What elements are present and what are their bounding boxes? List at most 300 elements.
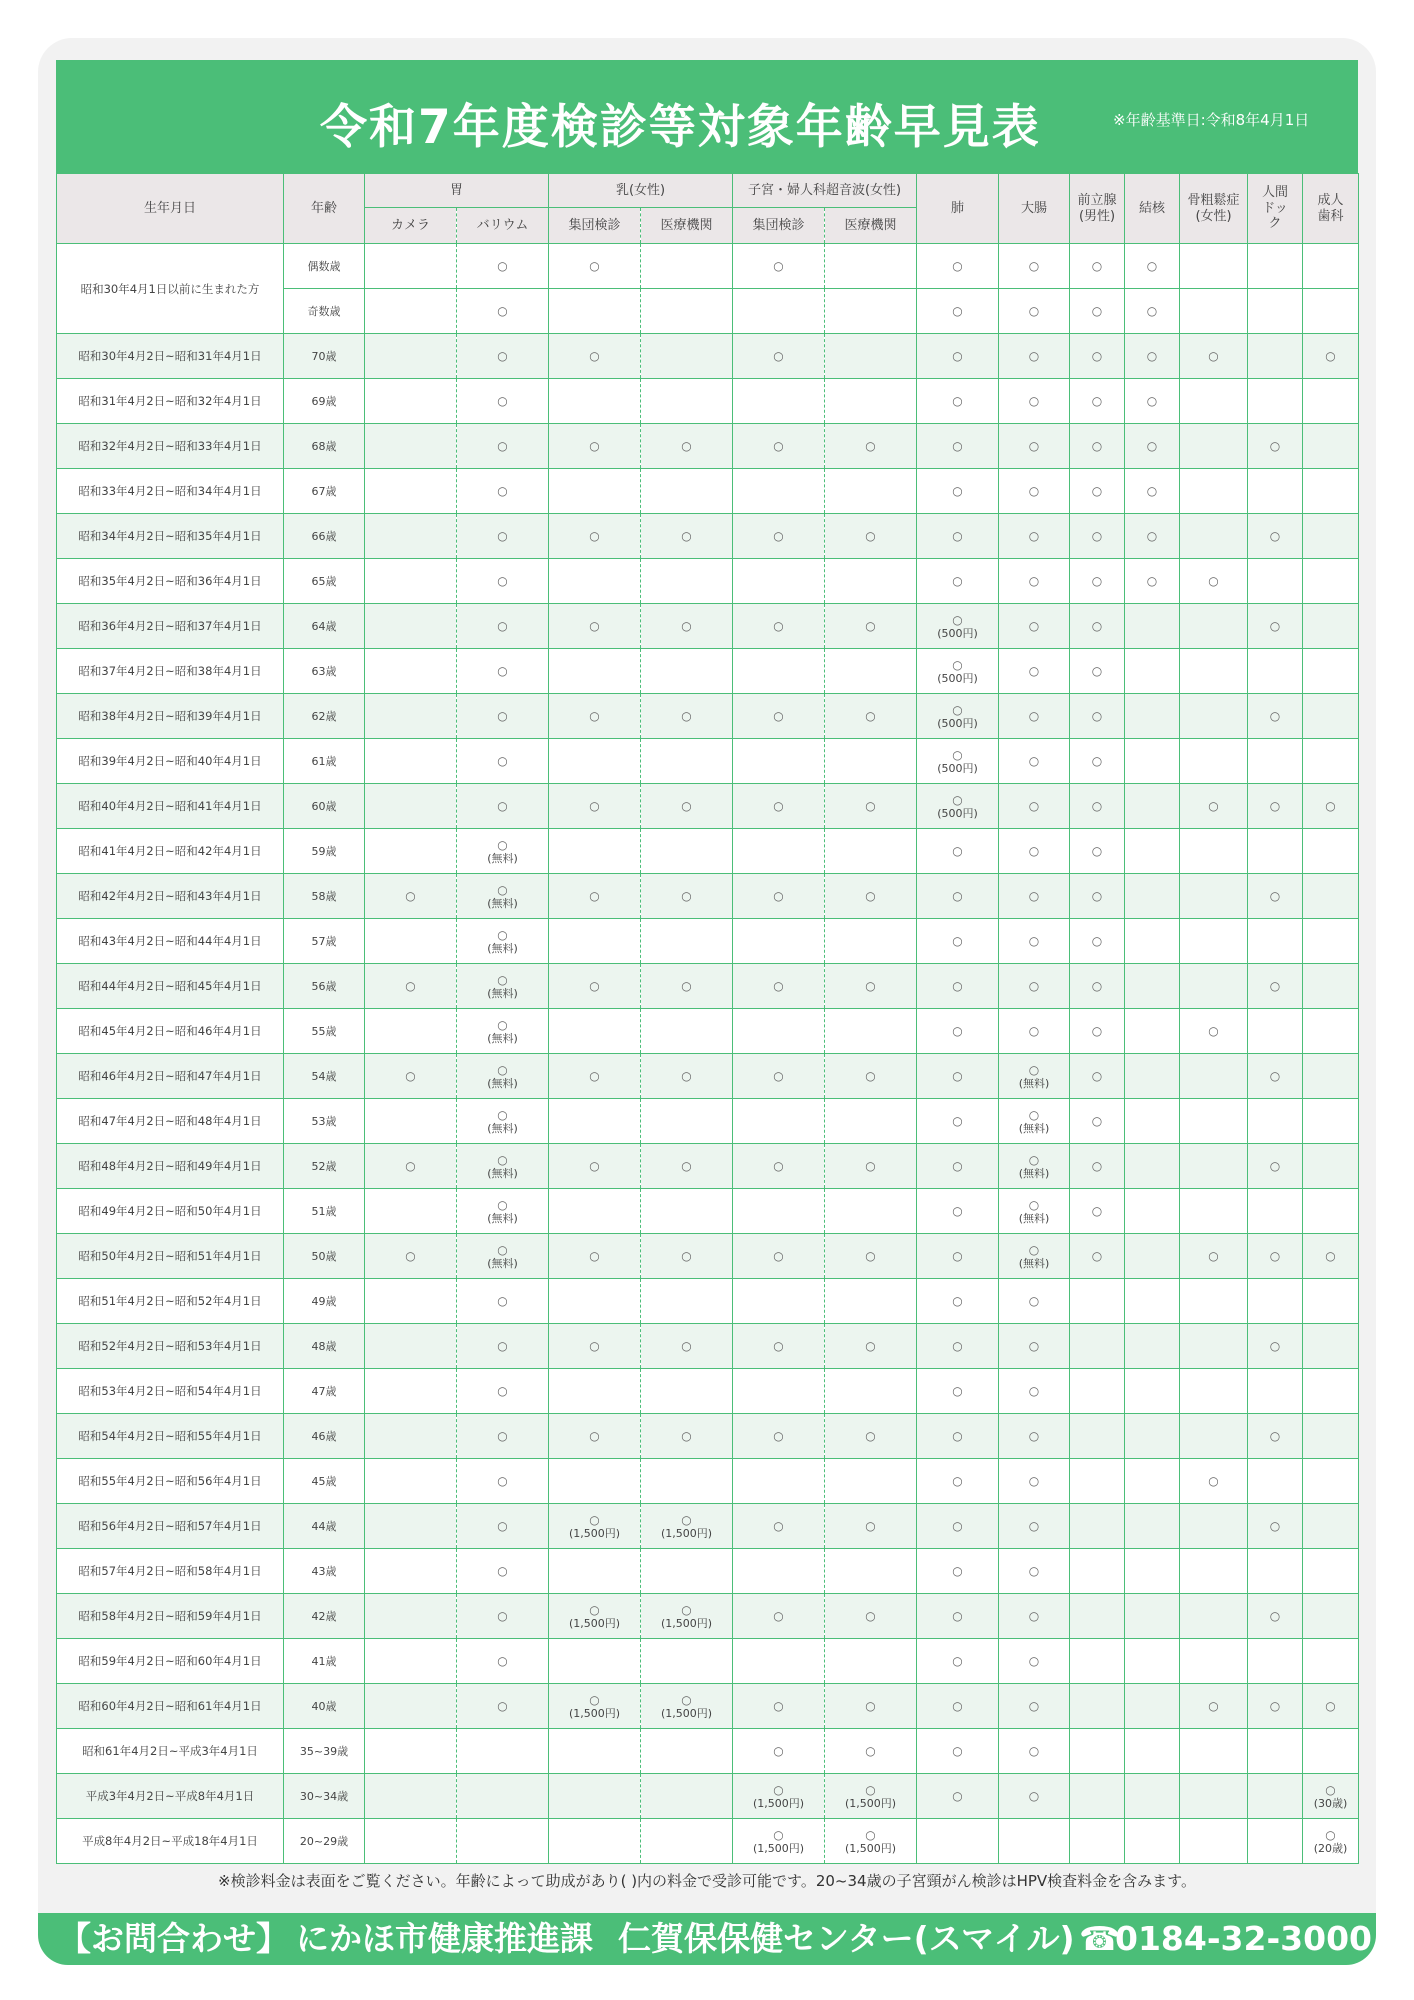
header-colon: 大腸 <box>999 174 1070 244</box>
exam-cell <box>1248 1459 1303 1504</box>
exam-cell <box>457 1144 549 1189</box>
exam-cell <box>1125 379 1180 424</box>
header-prostate-label: 前立腺(男性) <box>1077 192 1117 224</box>
exam-cell <box>641 1639 733 1684</box>
exam-cell <box>1125 1414 1180 1459</box>
exam-cell <box>999 1414 1070 1459</box>
exam-cell <box>457 694 549 739</box>
exam-cell <box>917 1054 999 1099</box>
table-row <box>57 739 1359 784</box>
exam-cell <box>1180 1594 1248 1639</box>
exam-cell <box>917 1099 999 1144</box>
exam-cell <box>641 1234 733 1279</box>
eligible-mark: ○ <box>1269 439 1281 453</box>
exam-cell <box>999 334 1070 379</box>
exam-cell <box>365 739 457 784</box>
exam-cell <box>641 1549 733 1594</box>
exam-cell <box>1070 1594 1125 1639</box>
exam-cell <box>549 919 641 964</box>
exam-cell <box>1125 1639 1180 1684</box>
eligible-mark: ○ <box>497 1242 508 1257</box>
exam-cell <box>825 1144 917 1189</box>
exam-cell <box>457 1324 549 1369</box>
exam-cell <box>457 1774 549 1819</box>
eligible-mark: ○ <box>497 1152 508 1167</box>
eligible-mark: ○ <box>1091 709 1103 723</box>
exam-cell <box>641 739 733 784</box>
exam-cell <box>917 964 999 1009</box>
exam-cell <box>1303 604 1359 649</box>
eligible-mark: ○ <box>681 439 692 453</box>
table-row <box>57 1639 1359 1684</box>
exam-cell <box>825 1639 917 1684</box>
exam-cell <box>733 1009 825 1054</box>
eligible-mark: ○ <box>681 1692 692 1707</box>
exam-cell <box>917 1639 999 1684</box>
eligible-mark: ○ <box>1028 394 1040 408</box>
exam-cell <box>917 1459 999 1504</box>
exam-cell <box>641 1189 733 1234</box>
exam-cell <box>549 244 641 289</box>
exam-cell <box>1070 379 1125 424</box>
exam-cell <box>1303 1279 1359 1324</box>
exam-cell <box>1180 1819 1248 1864</box>
exam-cell <box>549 1549 641 1594</box>
eligible-mark: ○ <box>1028 304 1040 318</box>
eligible-mark: ○ <box>773 1159 784 1173</box>
eligible-mark: ○ <box>952 702 963 717</box>
exam-cell <box>825 1729 917 1774</box>
eligible-mark: ○ <box>497 1062 508 1077</box>
exam-cell <box>457 379 549 424</box>
eligible-mark: ○ <box>1028 1062 1040 1077</box>
header-lung: 肺 <box>917 174 999 244</box>
exam-cell <box>1125 1324 1180 1369</box>
eligible-mark: ○ <box>589 889 600 903</box>
header-stomach: 胃 <box>365 174 549 208</box>
age-cell: 55歳 <box>284 1009 365 1054</box>
exam-cell <box>1180 1639 1248 1684</box>
eligible-mark: ○ <box>773 1744 784 1758</box>
exam-cell <box>549 604 641 649</box>
eligible-mark: ○ <box>1091 934 1103 948</box>
eligible-mark: ○ <box>497 882 508 897</box>
eligible-mark: ○ <box>952 657 963 672</box>
table-row <box>57 649 1359 694</box>
exam-cell <box>365 604 457 649</box>
exam-cell <box>365 1594 457 1639</box>
eligible-mark: ○ <box>952 1789 963 1803</box>
eligible-mark: ○ <box>865 799 876 813</box>
exam-cell <box>457 1054 549 1099</box>
eligible-mark: ○ <box>952 574 963 588</box>
exam-cell <box>641 1459 733 1504</box>
exam-cell <box>1125 424 1180 469</box>
eligible-mark: ○ <box>865 1699 876 1713</box>
exam-cell <box>1070 1684 1125 1729</box>
exam-cell <box>365 1504 457 1549</box>
exam-cell <box>457 1414 549 1459</box>
exam-cell <box>365 1324 457 1369</box>
eligible-mark: ○ <box>865 619 876 633</box>
header-prostate <box>1070 174 1125 244</box>
eligible-mark: ○ <box>773 1069 784 1083</box>
exam-cell <box>825 1234 917 1279</box>
eligible-mark: ○ <box>1091 1114 1103 1128</box>
fee-label: (無料) <box>487 1121 518 1135</box>
eligible-mark: ○ <box>1028 259 1040 273</box>
eligible-mark: ○ <box>773 799 784 813</box>
exam-cell <box>733 829 825 874</box>
exam-cell <box>1303 1594 1359 1639</box>
eligible-mark: ○ <box>773 1339 784 1353</box>
birth-range: 昭和60年4月2日~昭和61年4月1日 <box>57 1684 284 1729</box>
exam-cell <box>1180 1054 1248 1099</box>
eligible-mark: ○ <box>1028 979 1040 993</box>
exam-cell <box>1248 1504 1303 1549</box>
exam-cell <box>457 604 549 649</box>
exam-cell <box>1248 1819 1303 1864</box>
exam-cell <box>641 1009 733 1054</box>
eligible-mark: ○ <box>952 439 963 453</box>
exam-cell <box>1070 829 1125 874</box>
exam-cell <box>825 1414 917 1459</box>
eligible-mark: ○ <box>589 529 600 543</box>
exam-cell <box>1180 784 1248 829</box>
eligible-mark: ○ <box>1208 1699 1219 1713</box>
eligible-mark: ○ <box>1269 709 1281 723</box>
exam-cell <box>1303 1099 1359 1144</box>
eligible-mark: ○ <box>865 1744 876 1758</box>
eligible-mark: ○ <box>589 1069 600 1083</box>
exam-cell <box>1303 379 1359 424</box>
exam-cell <box>825 604 917 649</box>
exam-cell <box>1125 1054 1180 1099</box>
exam-cell <box>641 559 733 604</box>
exam-cell <box>1125 469 1180 514</box>
exam-cell <box>641 964 733 1009</box>
eligible-mark: ○ <box>405 1249 416 1263</box>
exam-cell <box>1180 1774 1248 1819</box>
exam-cell <box>365 964 457 1009</box>
eligible-mark: ○ <box>681 1602 692 1617</box>
eligible-mark: ○ <box>497 1519 508 1533</box>
exam-cell <box>549 334 641 379</box>
exam-cell <box>1248 604 1303 649</box>
exam-cell <box>457 919 549 964</box>
exam-cell <box>825 1504 917 1549</box>
table-row <box>57 829 1359 874</box>
exam-cell <box>825 784 917 829</box>
eligible-mark: ○ <box>773 1699 784 1713</box>
eligible-mark: ○ <box>952 1339 963 1353</box>
exam-cell <box>641 874 733 919</box>
table-row <box>57 1234 1359 1279</box>
exam-cell <box>917 829 999 874</box>
exam-cell <box>457 289 549 334</box>
header-breast-clinic: 医療機関 <box>641 208 733 244</box>
exam-cell <box>457 739 549 784</box>
exam-cell <box>917 1234 999 1279</box>
table-row <box>57 1459 1359 1504</box>
header-tb: 結核 <box>1125 174 1180 244</box>
exam-cell <box>365 1144 457 1189</box>
exam-cell <box>999 694 1070 739</box>
exam-cell <box>1070 874 1125 919</box>
exam-cell <box>1125 919 1180 964</box>
eligible-mark: ○ <box>681 619 692 633</box>
fee-label: (無料) <box>1018 1256 1050 1270</box>
eligible-mark: ○ <box>1028 619 1040 633</box>
exam-cell <box>999 1054 1070 1099</box>
exam-cell <box>1070 1504 1125 1549</box>
exam-cell <box>549 1234 641 1279</box>
exam-cell <box>457 829 549 874</box>
exam-cell <box>549 964 641 1009</box>
age-cell: 45歳 <box>284 1459 365 1504</box>
eligible-mark: ○ <box>1028 1024 1040 1038</box>
eligible-mark: ○ <box>952 259 963 273</box>
eligible-mark: ○ <box>952 889 963 903</box>
exam-cell <box>917 1414 999 1459</box>
exam-cell <box>1125 1459 1180 1504</box>
exam-cell <box>1303 1054 1359 1099</box>
exam-cell <box>999 964 1070 1009</box>
eligible-mark: ○ <box>497 484 508 498</box>
exam-cell <box>825 1324 917 1369</box>
eligible-mark: ○ <box>773 349 784 363</box>
exam-cell <box>917 739 999 784</box>
age-cell: 66歳 <box>284 514 365 559</box>
eligible-mark: ○ <box>952 1204 963 1218</box>
exam-cell <box>917 289 999 334</box>
table-row <box>57 919 1359 964</box>
fee-label: (無料) <box>487 896 518 910</box>
eligible-mark: ○ <box>1146 304 1158 318</box>
eligible-mark: ○ <box>865 529 876 543</box>
exam-cell <box>1070 739 1125 784</box>
eligible-mark: ○ <box>1146 259 1158 273</box>
eligible-mark: ○ <box>497 709 508 723</box>
eligible-mark: ○ <box>405 889 416 903</box>
fee-label: (30歳) <box>1313 1796 1348 1810</box>
exam-cell <box>1070 1324 1125 1369</box>
exam-cell <box>1125 964 1180 1009</box>
exam-cell <box>1303 1234 1359 1279</box>
exam-cell <box>1303 1549 1359 1594</box>
eligible-mark: ○ <box>1028 1242 1040 1257</box>
exam-cell <box>917 874 999 919</box>
eligible-mark: ○ <box>1028 799 1040 813</box>
exam-cell <box>365 919 457 964</box>
eligible-mark: ○ <box>497 1429 508 1443</box>
exam-cell <box>365 514 457 559</box>
exam-cell <box>549 469 641 514</box>
exam-cell <box>1303 1369 1359 1414</box>
exam-cell <box>1180 649 1248 694</box>
exam-cell <box>641 1369 733 1414</box>
exam-cell <box>1303 739 1359 784</box>
eligible-mark: ○ <box>1091 349 1103 363</box>
exam-cell <box>641 514 733 559</box>
exam-cell <box>917 649 999 694</box>
table-row <box>57 1189 1359 1234</box>
exam-cell <box>549 1819 641 1864</box>
eligible-mark: ○ <box>952 612 963 627</box>
birth-range: 昭和55年4月2日~昭和56年4月1日 <box>57 1459 284 1504</box>
exam-cell <box>549 1324 641 1369</box>
eligible-mark: ○ <box>1269 1249 1281 1263</box>
exam-cell <box>733 1594 825 1639</box>
eligible-mark: ○ <box>589 799 600 813</box>
eligible-mark: ○ <box>952 1294 963 1308</box>
exam-cell <box>457 424 549 469</box>
exam-cell <box>1180 1729 1248 1774</box>
exam-cell <box>1248 1009 1303 1054</box>
exam-cell <box>1070 559 1125 604</box>
exam-cell <box>1303 334 1359 379</box>
eligible-mark: ○ <box>865 1429 876 1443</box>
table-row <box>57 1414 1359 1459</box>
exam-cell <box>917 604 999 649</box>
fee-label: (無料) <box>487 1256 518 1270</box>
fee-label: (無料) <box>1018 1121 1050 1135</box>
age-cell: 65歳 <box>284 559 365 604</box>
eligible-mark: ○ <box>589 259 600 273</box>
exam-cell <box>641 1279 733 1324</box>
eligible-mark: ○ <box>497 349 508 363</box>
exam-cell <box>1180 964 1248 1009</box>
eligible-mark: ○ <box>1091 394 1103 408</box>
exam-cell <box>1070 244 1125 289</box>
eligible-mark: ○ <box>1091 1249 1103 1263</box>
exam-cell <box>999 1729 1070 1774</box>
eligible-mark: ○ <box>1208 1474 1219 1488</box>
eligible-mark: ○ <box>497 304 508 318</box>
exam-cell <box>365 874 457 919</box>
eligible-mark: ○ <box>1028 934 1040 948</box>
birth-range: 昭和61年4月2日~平成3年4月1日 <box>57 1729 284 1774</box>
exam-cell <box>733 424 825 469</box>
exam-cell <box>549 1144 641 1189</box>
birth-range: 昭和49年4月2日~昭和50年4月1日 <box>57 1189 284 1234</box>
exam-cell <box>1125 694 1180 739</box>
fee-label: (無料) <box>1018 1166 1050 1180</box>
eligible-mark: ○ <box>1325 1827 1336 1842</box>
eligible-mark: ○ <box>497 1107 508 1122</box>
exam-cell <box>1303 1504 1359 1549</box>
exam-cell <box>733 1099 825 1144</box>
birth-range: 昭和54年4月2日~昭和55年4月1日 <box>57 1414 284 1459</box>
exam-cell <box>1303 1684 1359 1729</box>
exam-cell <box>549 1504 641 1549</box>
exam-cell <box>1125 1819 1180 1864</box>
exam-cell <box>917 514 999 559</box>
exam-cell <box>641 829 733 874</box>
eligible-mark: ○ <box>589 619 600 633</box>
exam-cell <box>917 1009 999 1054</box>
exam-cell <box>733 1729 825 1774</box>
exam-cell <box>825 1054 917 1099</box>
exam-cell <box>1303 469 1359 514</box>
exam-cell <box>1070 1099 1125 1144</box>
exam-cell <box>1125 334 1180 379</box>
exam-cell <box>365 1729 457 1774</box>
eligible-mark: ○ <box>952 1519 963 1533</box>
eligible-mark: ○ <box>952 304 963 318</box>
eligible-mark: ○ <box>773 979 784 993</box>
exam-cell <box>1180 1684 1248 1729</box>
header-breast: 乳(女性) <box>549 174 733 208</box>
birth-range: 昭和43年4月2日~昭和44年4月1日 <box>57 919 284 964</box>
exam-cell <box>457 1639 549 1684</box>
age-cell: 44歳 <box>284 1504 365 1549</box>
exam-cell <box>1248 379 1303 424</box>
eligible-mark: ○ <box>1091 439 1103 453</box>
eligible-mark: ○ <box>952 747 963 762</box>
eligible-mark: ○ <box>865 1519 876 1533</box>
exam-cell <box>733 1504 825 1549</box>
exam-cell <box>733 784 825 829</box>
exam-cell <box>825 334 917 379</box>
header-dental <box>1303 174 1359 244</box>
table-row <box>57 874 1359 919</box>
exam-cell <box>1248 829 1303 874</box>
exam-cell <box>825 829 917 874</box>
eligible-mark: ○ <box>589 1249 600 1263</box>
exam-cell <box>825 1819 917 1864</box>
exam-cell <box>641 1144 733 1189</box>
exam-cell <box>1070 1234 1125 1279</box>
header-uterus: 子宮・婦人科超音波(女性) <box>733 174 917 208</box>
exam-cell <box>917 1684 999 1729</box>
table-row <box>57 604 1359 649</box>
exam-cell <box>1180 244 1248 289</box>
exam-cell <box>1303 1459 1359 1504</box>
fee-label: (無料) <box>487 1031 518 1045</box>
exam-cell <box>825 289 917 334</box>
exam-cell <box>457 1279 549 1324</box>
age-cell: 64歳 <box>284 604 365 649</box>
exam-cell <box>1248 1189 1303 1234</box>
exam-cell <box>1248 784 1303 829</box>
table-row <box>57 1684 1359 1729</box>
exam-cell <box>1248 1324 1303 1369</box>
exam-cell <box>457 514 549 559</box>
birth-range: 昭和35年4月2日~昭和36年4月1日 <box>57 559 284 604</box>
eligible-mark: ○ <box>1091 754 1103 768</box>
exam-cell <box>1180 1189 1248 1234</box>
exam-cell <box>365 379 457 424</box>
eligible-mark: ○ <box>589 1512 600 1527</box>
exam-cell <box>457 1459 549 1504</box>
exam-cell <box>549 784 641 829</box>
eligible-mark: ○ <box>1028 1789 1040 1803</box>
eligible-mark: ○ <box>1325 799 1336 813</box>
exam-cell <box>999 649 1070 694</box>
exam-cell <box>1070 1144 1125 1189</box>
table-row <box>57 1144 1359 1189</box>
exam-cell <box>1125 784 1180 829</box>
exam-cell <box>999 379 1070 424</box>
eligible-mark: ○ <box>1091 619 1103 633</box>
exam-cell <box>733 1774 825 1819</box>
eligible-mark: ○ <box>589 1692 600 1707</box>
exam-cell <box>825 694 917 739</box>
eligible-mark: ○ <box>1028 1152 1040 1167</box>
exam-cell <box>1125 604 1180 649</box>
eligible-mark: ○ <box>1028 349 1040 363</box>
